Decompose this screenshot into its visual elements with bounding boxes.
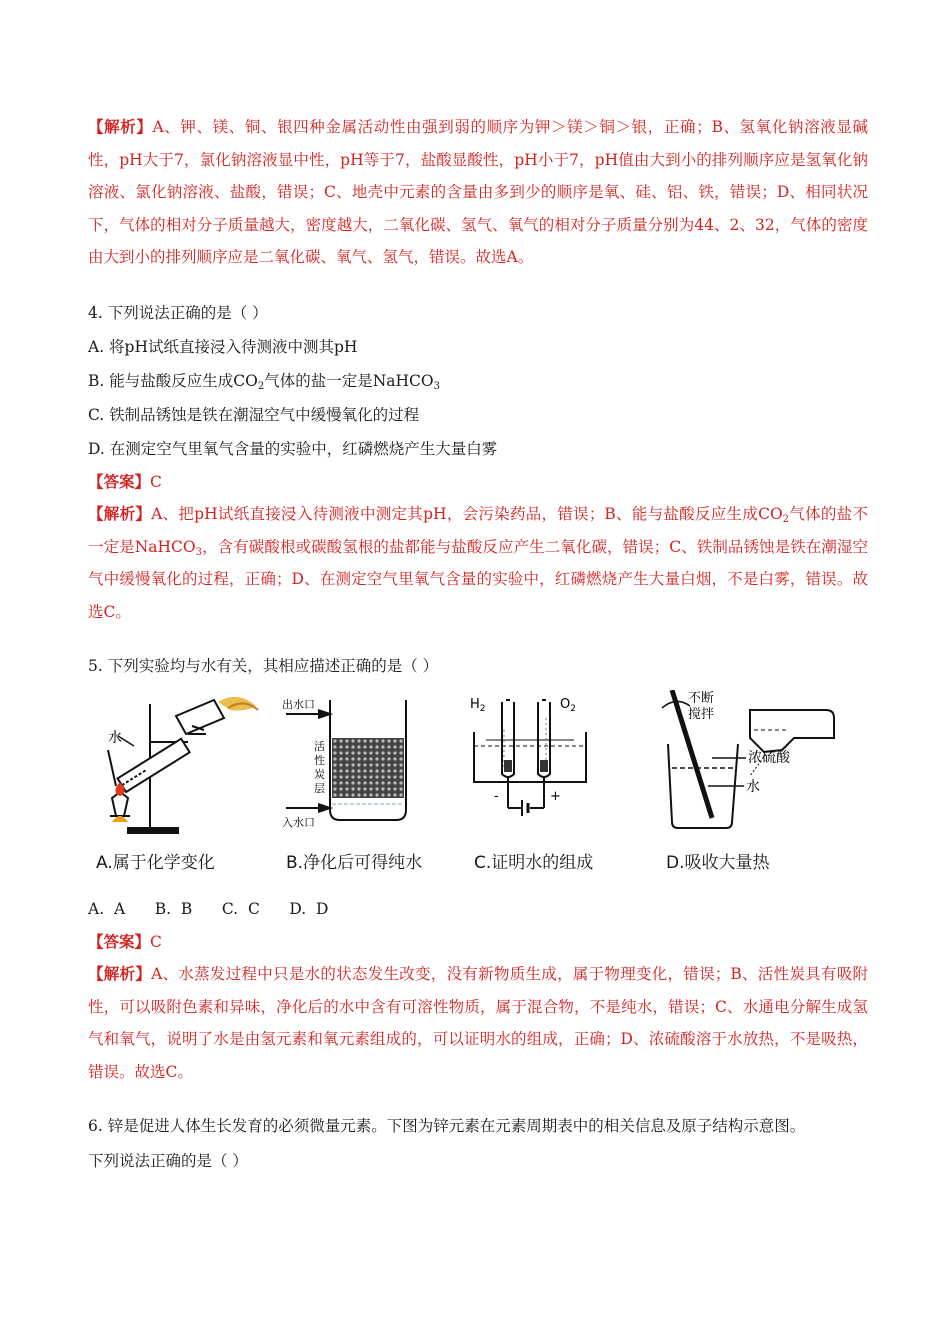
q6-stem-line-1: 6. 锌是促进人体生长发育的必须微量元素。下图为锌元素在元素周期表中的相关信息及原子结构示意图。 [88, 1117, 806, 1135]
acid-label: 浓硫酸 [748, 750, 790, 766]
electrolysis-diagram [466, 690, 646, 840]
q5-analysis [88, 958, 868, 1088]
q4-analysis: 【解析】A、把pH试纸直接浸入待测液中测定其pH，会污染药品，错误；B、能与盐酸反应生成$CO_2$气体的盐不一定是NaHCO$_3$，含有碳酸根或碳酸氢根的盐都能与盐酸反应产生二氧化碳，错误；C、铁制品锈蚀是铁在潮湿空气中缓慢氧化的过程，正确；D、在测定空气里氧气含量的实验中，红磷燃烧产生大量白烟，不是白雾，错误。故选C。 [88, 504, 868, 621]
q6-stem-line-2: 下列说法正确的是（ ） [88, 1152, 248, 1170]
water-label: 水 [746, 779, 760, 795]
water-purifier-diagram [278, 690, 458, 840]
carbon-label-3: 炭 [314, 768, 325, 781]
plus-label: + [550, 789, 561, 804]
dilution-diagram [654, 690, 854, 840]
figure-a-caption: A.属于化学变化 [96, 853, 215, 873]
o2-label: $O_2$ [560, 697, 576, 714]
figure-b [278, 690, 458, 873]
water-label: 水 [108, 730, 122, 746]
q4-answer: 【答案】C [88, 472, 162, 491]
q5-answer: 【答案】C [88, 932, 162, 951]
figure-d [654, 690, 854, 873]
inlet-label: 入水口 [282, 816, 315, 829]
q3-analysis [88, 111, 868, 274]
q5-figures [88, 690, 878, 890]
h2-label: $H_2$ [470, 697, 486, 714]
figure-a [88, 690, 273, 873]
outlet-label: 出水口 [282, 698, 315, 711]
figure-b-caption: B.净化后可得纯水 [286, 853, 423, 873]
stir-label-2: 搅拌 [688, 707, 715, 722]
analysis-label: 【解析】 [88, 504, 152, 523]
analysis-text: A、水蒸发过程中只是水的状态发生改变，没有新物质生成，属于物理变化，错误；B、活性炭具有吸附性，可以吸附色素和异味，净化后的水中含有可溶性物质，属于混合物，不是纯水，错误；C、水通电分解生成氢气和氧气，说明了水是由氢元素和氧元素组成的，可以证明水的组成，正确；D、浓硫酸溶于水放热，不是吸热，错误。故选C。 [88, 965, 868, 1081]
figure-c [466, 690, 646, 873]
carbon-label-2: 性 [314, 754, 325, 767]
q4-stem: 4. 下列说法正确的是（ ） [88, 304, 268, 322]
analysis-label: 【解析】 [88, 964, 152, 983]
analysis-text: A、钾、镁、铜、银四种金属活动性由强到弱的顺序为钾＞镁＞铜＞银，正确；B、氢氧化钠溶液显碱性，pH大于7，氯化钠溶液显中性，pH等于7，盐酸显酸性，pH小于7，pH值由大到小的排列顺序应是氢氧化钠溶液、氯化钠溶液、盐酸，错误；C、地壳中元素的含量由多到少的顺序是氧、硅、铝、铁，错误；D、相同状况下，气体的相对分子质量越大，密度越大，二氧化碳、氢气、氧气的相对分子质量分别为44、2、32，气体的密度由大到小的排列顺序应是二氧化碳、氧气、氢气，错误。故选A。 [88, 118, 868, 266]
q5-stem: 5. 下列实验均与水有关，其相应描述正确的是（ ） [88, 657, 439, 675]
analysis-label: 【解析】 [88, 117, 153, 136]
evaporation-apparatus-diagram [88, 690, 273, 840]
q4-option-c: C. 铁制品锈蚀是铁在潮湿空气中缓慢氧化的过程 [88, 406, 420, 424]
q4-option-d: D. 在测定空气里氧气含量的实验中，红磷燃烧产生大量白雾 [88, 440, 498, 458]
q4-option-a: A. 将pH试纸直接浸入待测液中测其pH [88, 338, 358, 356]
carbon-label-4: 层 [314, 782, 325, 795]
carbon-label-1: 活 [314, 740, 325, 753]
figure-c-caption: C.证明水的组成 [474, 853, 594, 873]
stir-label-1: 不断 [688, 691, 715, 706]
minus-label: - [494, 789, 499, 804]
figure-d-caption: D.吸收大量热 [666, 853, 770, 873]
q4-option-b: B. 能与盐酸反应生成$CO_2$气体的盐一定是NaHCO$_3$ [88, 372, 440, 392]
q5-options: A. A B. B C. C D. D [88, 900, 329, 918]
